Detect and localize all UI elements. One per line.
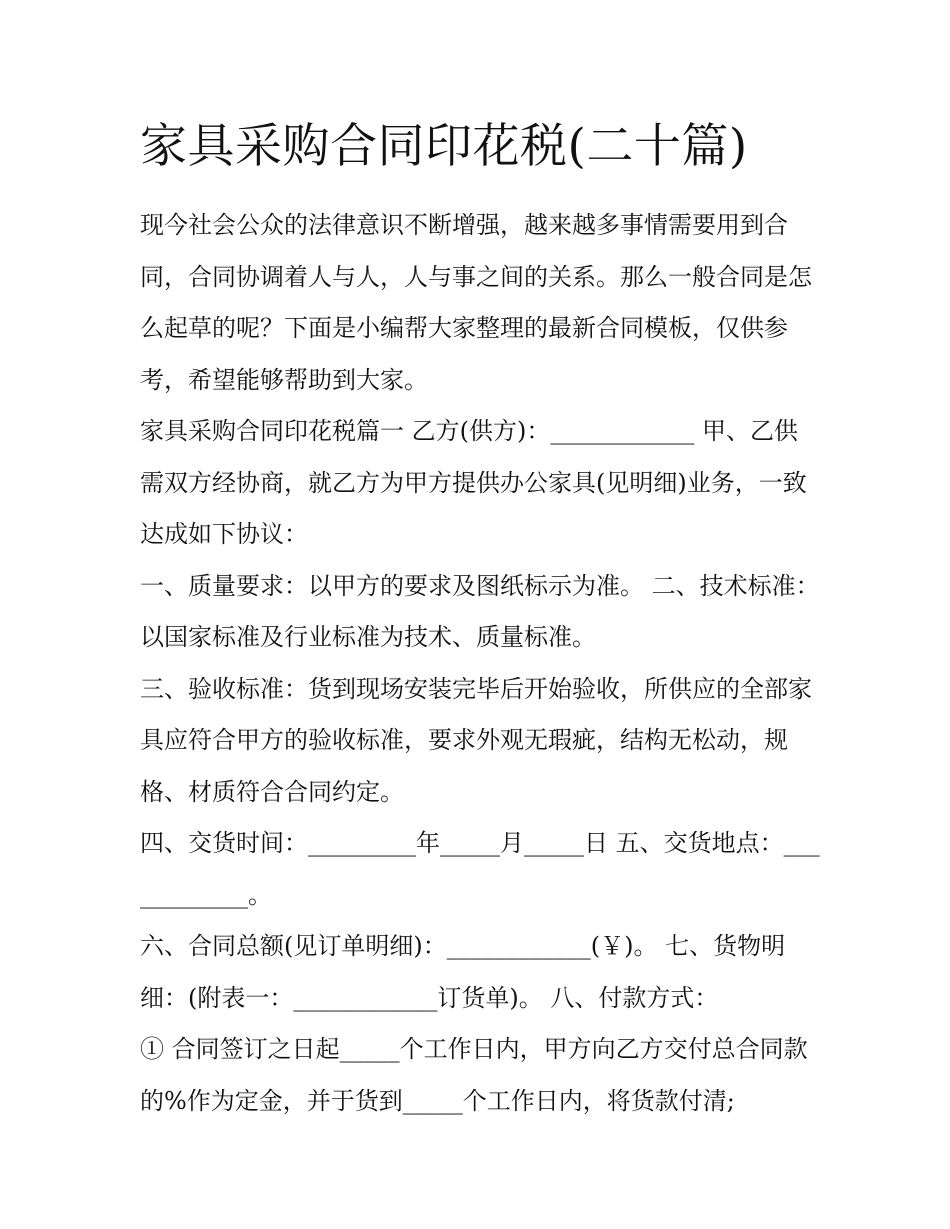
acceptance-clause: 三、验收标准：货到现场安装完毕后开始验收，所供应的全部家具应符合甲方的验收标准，要求外观无瑕疵，结构无松动，规格、材质符合合同约定。 xyxy=(140,674,812,806)
intro-paragraph: 现今社会公众的法律意识不断增强，越来越多事情需要用到合同，合同协调着人与人，人与事之间的关系。那么一般合同是怎么起草的呢？下面是小编帮大家整理的最新合同模板，仅供参考，希望能够帮助到大家。 xyxy=(140,211,812,394)
amount-goods-payment-clause: 六、合同总额(见订单明细)：____________(￥)。 七、货物明细：(附表一：____________订货单)。 八、付款方式： xyxy=(140,932,786,1012)
payment-item-1: ① 合同签订之日起_____个工作日内，甲方向乙方交付总合同款的%作为定金，并于货到_____个工作日内，将货款付清; xyxy=(140,1035,808,1115)
delivery-clause: 四、交货时间：_________年_____月_____日 五、交货地点：____________。 xyxy=(140,829,820,909)
document-body xyxy=(140,200,820,1127)
quality-technical-clause: 一、质量要求：以甲方的要求及图纸标示为准。 二、技术标准：以国家标准及行业标准为技术、质量标准。 xyxy=(140,571,820,651)
document-title: 家具采购合同印花税(二十篇) xyxy=(140,119,748,174)
contract-opening-paragraph: 家具采购合同印花税篇一 乙方(供方)：____________ 甲、乙供需双方经协商，就乙方为甲方提供办公家具(见明细)业务，一致达成如下协议： xyxy=(140,417,807,548)
